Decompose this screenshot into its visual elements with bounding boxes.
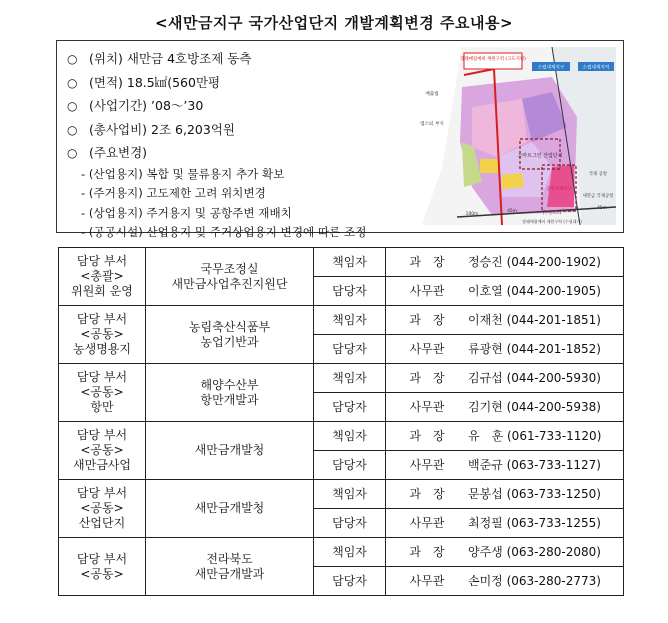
person-cell xyxy=(386,393,624,422)
map-label-road1: 100m xyxy=(465,212,479,217)
org-cell xyxy=(146,538,314,596)
rank-text: 사무관 xyxy=(409,399,445,414)
summary-item xyxy=(67,94,397,118)
role-cell: 담당자 xyxy=(314,509,386,538)
table-row xyxy=(59,480,624,509)
map-label-zone-right: 소립대제지역 xyxy=(582,65,610,71)
org-cell xyxy=(146,306,314,364)
person-text: 유 훈 (061-733-1120) xyxy=(468,428,602,443)
summary-item xyxy=(67,118,397,142)
dept-cell xyxy=(59,364,146,422)
rank-text: 과 장 xyxy=(409,312,445,327)
dept-cell xyxy=(59,248,146,306)
map-label-left2: 엠스퇴 부지 xyxy=(420,122,444,127)
circle-bullet-icon: ○ xyxy=(67,75,78,90)
role-cell: 담당자 xyxy=(314,277,386,306)
rank-text: 사무관 xyxy=(409,573,445,588)
map-label-left1: 배출법 xyxy=(425,92,439,97)
org-unit: 새만금사업추진지원단 xyxy=(171,276,288,291)
dept-type: <공동> xyxy=(80,443,124,457)
dept-cell xyxy=(59,422,146,480)
role-cell: 책임자 xyxy=(314,422,386,451)
role-cell: 담당자 xyxy=(314,567,386,596)
map-label-smart-green: 스마트그린 산업단지 xyxy=(517,153,563,159)
circle-bullet-icon: ○ xyxy=(67,146,78,160)
role-cell: 책임자 xyxy=(314,538,386,567)
person-text: 김기현 (044-200-5938) xyxy=(468,399,601,414)
dept-type: <공동> xyxy=(80,566,124,581)
role-cell: 담당자 xyxy=(314,335,386,364)
org-name: 농림축산식품부 xyxy=(188,319,271,334)
person-cell xyxy=(386,538,624,567)
org-unit: 새만금개발과 xyxy=(194,566,265,581)
table-row xyxy=(59,538,624,567)
role-cell: 책임자 xyxy=(314,480,386,509)
rank-text: 과 장 xyxy=(409,254,445,269)
summary-subitem: - (산업용지) 복합 및 물류용지 추가 확보 xyxy=(81,166,285,181)
rank-text: 과 장 xyxy=(409,486,445,501)
rank-text: 사무관 xyxy=(409,457,445,472)
role-cell: 책임자 xyxy=(314,364,386,393)
dept-title: 담당 부서 xyxy=(76,370,128,384)
summary-list xyxy=(67,47,397,243)
summary-subitem: - (공공시설) 산업용지 및 주거상업용지 변경에 따른 조정 xyxy=(81,225,367,240)
map-label-bottom: 장래매립예비 재원구역 (수평대기) xyxy=(522,219,582,224)
map-label-zone: 소립대제지구 xyxy=(537,65,565,71)
person-cell xyxy=(386,451,624,480)
map-label-reserve: 장래매립예비 재원구역 (고도지원) xyxy=(460,57,526,62)
rank-text: 사무관 xyxy=(409,515,445,530)
summary-item xyxy=(67,71,397,95)
summary-item-text: (사업기간) ’08～’30 xyxy=(89,98,204,113)
dept-title: 담당 부서 xyxy=(76,486,128,500)
person-cell xyxy=(386,306,624,335)
dept-type: <공동> xyxy=(80,501,124,515)
dept-scope: 항만 xyxy=(90,400,114,414)
summary-item xyxy=(67,141,397,165)
dept-type: <공동> xyxy=(80,327,124,341)
person-text: 문봉섭 (063-733-1250) xyxy=(468,486,601,501)
person-cell xyxy=(386,567,624,596)
dept-scope: 새만금사업 xyxy=(73,458,131,472)
summary-subitem: - (주거용지) 고도제한 고려 위치변경 xyxy=(81,186,266,201)
summary-item-text: (총사업비) 2조 6,203억원 xyxy=(89,121,235,137)
rank-text: 사무관 xyxy=(409,283,445,298)
dept-scope: 농생명용지 xyxy=(73,342,131,356)
map-label-road4: 45m xyxy=(597,206,607,211)
role-cell: 책임자 xyxy=(314,306,386,335)
role-cell: 책임자 xyxy=(314,248,386,277)
table-row xyxy=(59,248,624,277)
circle-bullet-icon: ○ xyxy=(67,99,78,113)
summary-item-text: (면적) 18.5㎢(560만평 xyxy=(89,74,221,90)
person-text: 손미정 (063-280-2773) xyxy=(468,573,601,588)
rank-text: 과 장 xyxy=(409,544,445,559)
person-cell xyxy=(386,480,624,509)
dept-title: 담당 부서 xyxy=(76,428,128,442)
person-cell xyxy=(386,422,624,451)
rank-text: 사무관 xyxy=(409,341,445,356)
person-text: 이호열 (044-200-1905) xyxy=(468,283,601,298)
circle-bullet-icon: ○ xyxy=(67,122,78,137)
person-cell xyxy=(386,335,624,364)
dept-title: 담당 부서 xyxy=(76,312,128,326)
map-label-road2: 45m xyxy=(507,209,517,214)
person-cell xyxy=(386,248,624,277)
org-unit: 농업기반과 xyxy=(200,334,259,349)
person-text: 최정필 (063-733-1255) xyxy=(468,515,601,530)
org-cell xyxy=(146,422,314,480)
person-text: 정승진 (044-200-1902) xyxy=(468,254,601,269)
org-name: 새만금개발청 xyxy=(194,443,265,457)
dept-scope: 산업단지 xyxy=(78,516,126,530)
org-cell xyxy=(146,364,314,422)
org-cell xyxy=(146,480,314,538)
person-text: 이재천 (044-201-1851) xyxy=(468,312,601,327)
site-map xyxy=(402,47,616,225)
map-label-airport-economic: 공항경제특구 xyxy=(546,187,572,192)
summary-item-text: (위치) 새만금 4호방조제 동측 xyxy=(89,51,252,66)
table-row xyxy=(59,422,624,451)
zone-commercial xyxy=(480,159,498,173)
table-row xyxy=(59,306,624,335)
role-cell: 담당자 xyxy=(314,451,386,480)
map-label-road3: (수평도로) xyxy=(542,210,562,215)
dept-cell xyxy=(59,306,146,364)
role-cell: 담당자 xyxy=(314,393,386,422)
person-text: 양주생 (063-280-2080) xyxy=(468,544,601,559)
map-label-intl-airport: 새만금 국제공항 xyxy=(582,194,614,199)
zone-commercial xyxy=(502,173,524,189)
dept-cell xyxy=(59,480,146,538)
dept-type: <총괄> xyxy=(80,269,124,283)
contacts-table xyxy=(58,247,624,596)
person-text: 류광현 (044-201-1852) xyxy=(468,341,601,356)
org-name: 새만금개발청 xyxy=(194,501,265,515)
dept-title: 담당 부서 xyxy=(76,254,128,268)
rank-text: 과 장 xyxy=(409,428,445,443)
person-cell xyxy=(386,364,624,393)
table-row xyxy=(59,364,624,393)
rank-text: 과 장 xyxy=(409,370,445,385)
summary-item xyxy=(67,47,397,71)
page-title: <새만금지구 국가산업단지 개발계획변경 주요내용> xyxy=(154,14,514,32)
person-cell xyxy=(386,509,624,538)
dept-type: <공동> xyxy=(80,385,124,399)
org-cell xyxy=(146,248,314,306)
circle-bullet-icon: ○ xyxy=(67,52,78,66)
org-unit: 항만개발과 xyxy=(200,392,259,407)
summary-box xyxy=(56,40,624,240)
summary-item-text: (주요변경) xyxy=(89,145,148,160)
person-text: 백준규 (063-733-1127) xyxy=(468,457,601,472)
org-name: 해양수산부 xyxy=(200,377,259,392)
org-name: 전라북도 xyxy=(206,551,253,566)
dept-cell xyxy=(59,538,146,596)
map-label-airport: 국제 공항 xyxy=(588,172,608,177)
person-cell xyxy=(386,277,624,306)
summary-subitem: - (상업용지) 주거용지 및 공항주변 재배치 xyxy=(81,205,292,220)
org-name: 국무조정실 xyxy=(200,261,259,276)
dept-title: 담당 부서 xyxy=(76,551,128,566)
dept-scope: 위원회 운영 xyxy=(71,284,133,298)
person-text: 김규섭 (044-200-5930) xyxy=(468,370,601,385)
